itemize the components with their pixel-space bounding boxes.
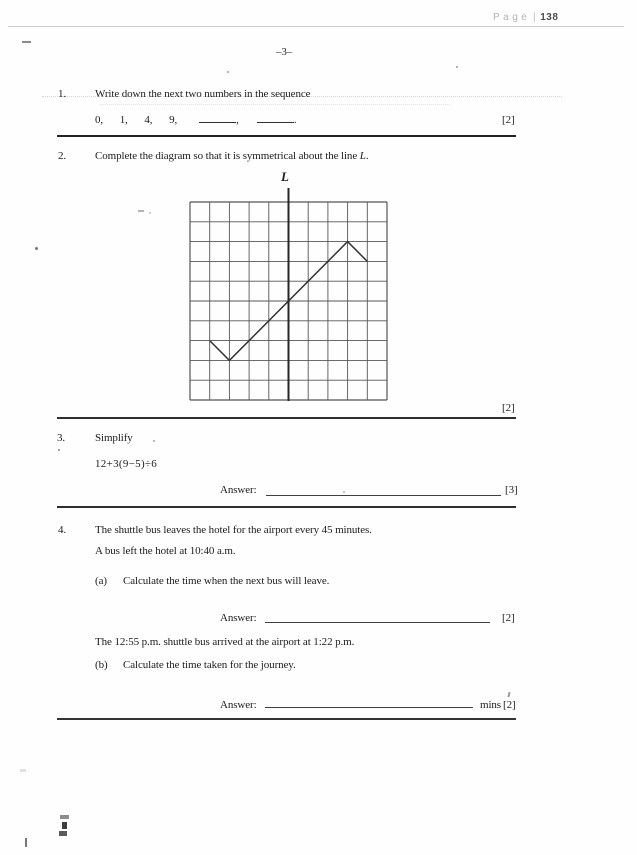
q1-sequence-end: .	[293, 114, 297, 126]
q4a-answer-line	[265, 622, 490, 623]
scan-artifact	[20, 769, 26, 772]
q3-heading: Simplify	[95, 432, 133, 444]
scan-artifact	[58, 449, 60, 451]
q3-expression: 12+3(9−5)÷6	[95, 458, 158, 470]
q2-number: 2.	[58, 150, 67, 162]
q1-answer-blank-1	[199, 111, 236, 123]
q1-text: Write down the next two numbers in the sequence	[95, 88, 311, 100]
q2-text-main: Complete the diagram so that it is symmetrical about the line	[95, 150, 358, 162]
q4a-answer-label: Answer:	[220, 612, 257, 624]
page-label: Page	[493, 12, 531, 23]
q4-statement-b: The 12:55 p.m. shuttle bus arrived at the airport at 1:22 p.m.	[95, 636, 355, 648]
scan-artifact	[227, 71, 229, 73]
q2-marks: [2]	[502, 402, 515, 414]
q4-statement-a: A bus left the hotel at 10:40 a.m.	[95, 545, 236, 557]
q4a-marks: [2]	[502, 612, 515, 624]
scan-artifact	[507, 692, 510, 697]
q1-sequence	[95, 111, 296, 126]
q4b-answer-line	[265, 707, 473, 708]
mirror-line-label: L	[281, 169, 289, 184]
page-number: 138	[540, 12, 559, 23]
q1-number: 1.	[58, 88, 67, 100]
q3-answer-line	[266, 495, 501, 496]
q1-answer-blank-2	[257, 111, 294, 123]
q3-number: 3.	[57, 432, 66, 444]
symmetry-grid-diagram	[186, 186, 398, 404]
q1-marks: [2]	[502, 114, 515, 126]
sheet-number: –3–	[276, 46, 293, 58]
section-divider	[57, 417, 516, 419]
scan-artifact	[62, 822, 67, 829]
q4b-marks: [2]	[503, 699, 516, 711]
q2-text-end: .	[365, 150, 369, 162]
scan-artifact	[149, 212, 151, 214]
q4-intro: The shuttle bus leaves the hotel for the airport every 45 minutes.	[95, 524, 372, 536]
header-rule	[8, 26, 624, 27]
scan-artifact	[35, 247, 38, 250]
q1-sequence-start: 0, 1, 4, 9,	[95, 114, 178, 126]
scan-artifact	[343, 491, 345, 493]
section-divider	[57, 135, 516, 137]
q4b-answer-label: Answer:	[220, 699, 257, 711]
section-divider	[57, 718, 516, 720]
q3-marks: [3]	[505, 484, 518, 496]
q4b-unit: mins	[480, 699, 501, 711]
scan-artifact	[22, 41, 31, 43]
q2-text	[95, 150, 368, 162]
page-header	[493, 12, 558, 23]
scan-artifact	[59, 831, 67, 836]
q2-line-ref: L	[359, 150, 366, 162]
q4b-text: Calculate the time taken for the journey.	[123, 659, 296, 671]
header-separator: |	[533, 12, 536, 23]
scan-artifact-line	[100, 104, 450, 105]
scan-artifact	[60, 815, 69, 819]
scan-artifact	[25, 838, 27, 847]
section-divider	[57, 506, 516, 508]
scan-artifact	[456, 66, 458, 68]
q4b-label: (b)	[95, 659, 108, 671]
q1-blank-separator: ,	[236, 114, 239, 126]
q3-answer-label: Answer:	[220, 484, 257, 496]
scan-artifact	[138, 210, 144, 212]
scan-artifact	[153, 440, 155, 442]
q4-number: 4.	[58, 524, 67, 536]
q4a-label: (a)	[95, 575, 107, 587]
q4a-text: Calculate the time when the next bus will leave.	[123, 575, 330, 587]
